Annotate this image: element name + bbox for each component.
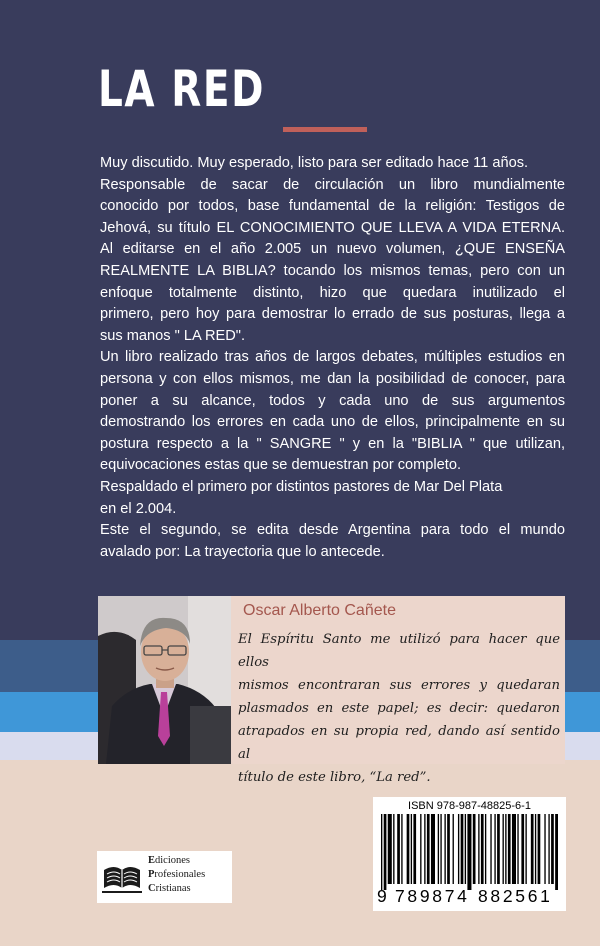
barcode-bar xyxy=(431,814,435,884)
publisher-line: Profesionales xyxy=(148,869,206,880)
barcode-bar xyxy=(411,814,412,884)
publisher-line: Cristianas xyxy=(148,883,191,894)
blurb-line: sus manos " LA RED". xyxy=(100,327,246,344)
barcode-bar xyxy=(535,814,536,884)
barcode-bar xyxy=(485,814,486,884)
back-cover-blurb xyxy=(100,153,565,563)
barcode-bar xyxy=(473,814,476,884)
blurb-line: enfoque totalmente distinto, hizo que quedara inutilizado el xyxy=(100,284,565,301)
barcode-digits-right: 882561 xyxy=(478,886,553,906)
blurb-line: primero, pero hoy para demostrar lo errado de sus posturas, llega a xyxy=(100,306,565,323)
barcode-bar xyxy=(420,814,421,884)
blurb-line: Muy discutido. Muy esperado, listo para ser editado hace 11 años. xyxy=(100,155,529,171)
quote-line: El Espíritu Santo me utilizó para hacer que ellos xyxy=(238,632,560,670)
blurb-line: en el 2.004. xyxy=(100,500,177,517)
quote-line: título de este libro, “La red”. xyxy=(238,770,431,785)
barcode-bar xyxy=(508,814,511,884)
barcode-bar xyxy=(381,814,382,890)
barcode-bar xyxy=(440,814,441,884)
barcode-bar xyxy=(481,814,484,884)
book-title: LA RED xyxy=(98,60,266,118)
quote-line: mismos encontraran sus errores y quedaran xyxy=(238,678,560,693)
author-quote xyxy=(238,628,560,789)
barcode-bar xyxy=(497,814,500,884)
barcode-bar xyxy=(397,814,400,884)
blurb-line: Responsable de sacar de circulación un libro mundialmente xyxy=(100,176,565,193)
author-name: Oscar Alberto Cañete xyxy=(243,602,396,619)
blurb-line: Al editarse en el año 2.005 un nuevo volumen, ¿QUE ENSEÑA xyxy=(100,241,565,258)
barcode-bar xyxy=(458,814,459,884)
blurb-line: avalado por: La trayectoria que lo antecede. xyxy=(100,543,385,560)
blurb-line: conocido por todos, base fundamental de la religión: Testigos de xyxy=(100,198,565,215)
barcode-digit-lead: 9 xyxy=(377,886,387,906)
barcode-bar xyxy=(555,814,558,890)
barcode-bar xyxy=(503,814,504,884)
publisher-line: Ediciones xyxy=(148,855,191,866)
blurb-line: Un libro realizado tras años de largos debates, múltiples estudios en xyxy=(100,349,565,366)
blurb-line: postura respecto a la " SANGRE " y en la "BIBLIA " que utilizan, xyxy=(100,435,565,452)
barcode-bar xyxy=(538,814,541,884)
blurb-line: equivocaciones estas que se demuestran por completo. xyxy=(100,457,462,474)
barcode-bar xyxy=(544,814,545,884)
blurb-line: Respaldado el primero por distintos pastores de Mar Del Plata xyxy=(100,478,503,495)
barcode-bar xyxy=(401,814,402,884)
barcode-digits-left: 789874 xyxy=(395,886,470,906)
barcode-bar xyxy=(505,814,506,884)
barcode-bar xyxy=(393,814,394,884)
open-book-icon xyxy=(100,856,144,898)
blurb-line: REALMENTE LA BIBLIA? tocando los mismos temas, pero con un xyxy=(100,262,565,279)
isbn-number: ISBN 978-987-48825-6-1 xyxy=(408,800,531,812)
barcode-bar xyxy=(521,814,524,884)
barcode-bars xyxy=(381,814,558,890)
publisher-name xyxy=(148,854,205,896)
publisher-logo xyxy=(97,851,232,903)
blurb-line: Este el segundo, se edita desde Argentina para todo el mundo xyxy=(100,522,565,539)
barcode-bar xyxy=(453,814,454,884)
barcode-bar xyxy=(424,814,425,884)
barcode-bar xyxy=(413,814,416,884)
barcode-bar xyxy=(494,814,495,884)
barcode-bar xyxy=(478,814,479,884)
barcode-bar xyxy=(525,814,526,884)
barcode-bar xyxy=(438,814,439,884)
author-photo xyxy=(98,596,231,764)
barcode-bar xyxy=(465,814,466,884)
quote-line: plasmados en este papel; es decir: quedaron xyxy=(238,701,560,716)
barcode-bar xyxy=(531,814,534,884)
barcode-bar xyxy=(490,814,491,884)
barcode-bar xyxy=(548,814,549,884)
barcode-bar xyxy=(517,814,518,884)
author-box xyxy=(98,596,565,785)
barcode-bar xyxy=(512,814,516,884)
blurb-line: poner a su alcance, todos y cada uno de sus argumentos xyxy=(100,392,565,409)
title-underline xyxy=(283,127,367,132)
barcode-bar xyxy=(388,814,392,884)
barcode-bar xyxy=(467,814,471,890)
barcode-bar xyxy=(447,814,450,884)
blurb-line: Jehová, su título EL CONOCIMIENTO QUE LLEVA A VIDA ETERNA. xyxy=(100,219,565,236)
barcode-bar xyxy=(461,814,464,884)
barcode-bar xyxy=(444,814,445,884)
blurb-line: persona y con ellos mismos, me dan la posibilidad de conocer, para xyxy=(100,370,565,387)
quote-line: atrapados en su propia red, dando así sentido al xyxy=(238,724,560,762)
barcode-bar xyxy=(427,814,430,884)
barcode-label xyxy=(373,797,566,911)
barcode-bar xyxy=(551,814,554,884)
barcode-bar xyxy=(384,814,387,890)
barcode-bar xyxy=(407,814,410,884)
blurb-line: demostrando los errores en cada uno de ellos, principalmente en su xyxy=(100,414,565,431)
